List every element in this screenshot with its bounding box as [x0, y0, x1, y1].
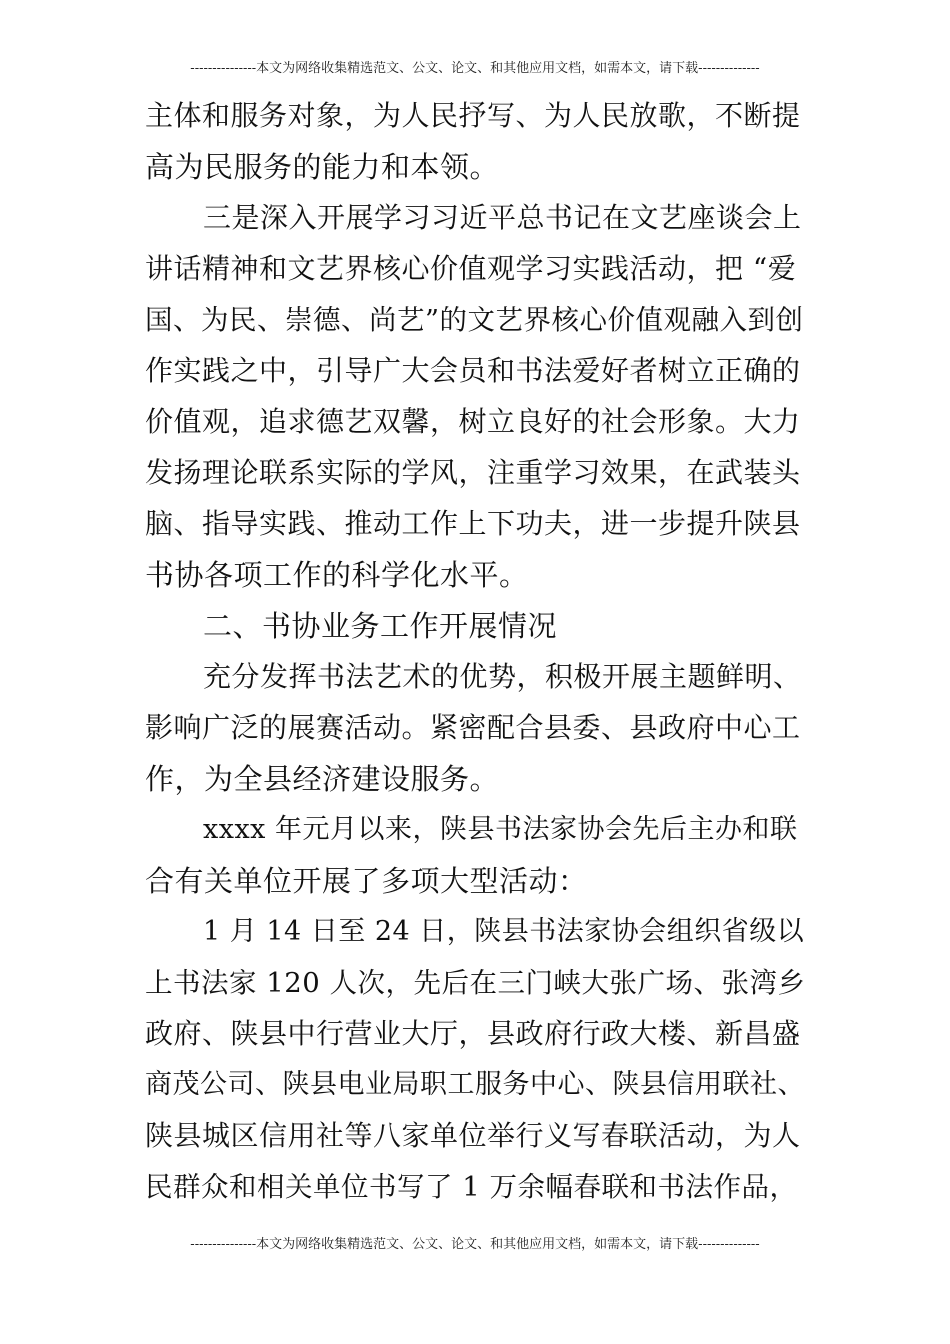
text-line: 讲话精神和文艺界核心价值观学习实践活动，把 “爱 [145, 252, 797, 285]
text-line: 作实践之中，引导广大会员和书法爱好者树立正确的 [145, 354, 801, 387]
text-line: 政府、陕县中行营业大厅，县政府行政大楼、新昌盛 [145, 1017, 801, 1050]
page-footer: ---------------本文为网络收集精选范文、公文、论文、和其他应用文档，如需本文，请下载-------------- [190, 1237, 760, 1252]
text-line: 作，为全县经济建设服务。 [145, 762, 500, 796]
paragraph-start-line: 三是深入开展学习习近平总书记在文艺座谈会上 [203, 201, 802, 234]
text-line: 价值观，追求德艺双馨，树立良好的社会形象。大力 [145, 405, 801, 438]
text-line: 上书法家 120 人次，先后在三门峡大张广场、张湾乡 [145, 967, 806, 999]
text-line: 民群众和相关单位书写了 1 万余幅春联和书法作品， [145, 1171, 798, 1203]
text-line: 陕县城区信用社等八家单位举行义写春联活动，为人 [145, 1119, 801, 1152]
paragraph-start-line: 充分发挥书法艺术的优势，积极开展主题鲜明、 [203, 660, 802, 693]
text-line: 脑、指导实践、推动工作上下功夫，进一步提升陕县 [145, 507, 801, 540]
text-line: 发扬理论联系实际的学风，注重学习效果，在武装头 [145, 456, 801, 489]
text-line: 商茂公司、陕县电业局职工服务中心、陕县信用联社、 [145, 1069, 805, 1100]
text-line: 国、为民、崇德、尚艺”的文艺界核心价值观融入到创 [145, 304, 804, 336]
paragraph-start-line: 1 月 14 日至 24 日，陕县书法家协会组织省级以 [203, 916, 805, 947]
page-header: ---------------本文为网络收集精选范文、公文、论文、和其他应用文档，如需本文，请下载-------------- [190, 61, 760, 76]
text-line: 主体和服务对象，为人民抒写、为人民放歌，不断提 [145, 99, 801, 132]
text-line: 书协各项工作的科学化水平。 [145, 558, 529, 592]
text-line: 高为民服务的能力和本领。 [145, 150, 500, 184]
paragraph-start-line: xxxx 年元月以来，陕县书法家协会先后主办和联 [203, 814, 798, 845]
text-line: 影响广泛的展赛活动。紧密配合县委、县政府中心工 [145, 711, 801, 744]
text-line: 合有关单位开展了多项大型活动： [145, 864, 588, 898]
section-heading: 二、书协业务工作开展情况 [203, 609, 558, 643]
